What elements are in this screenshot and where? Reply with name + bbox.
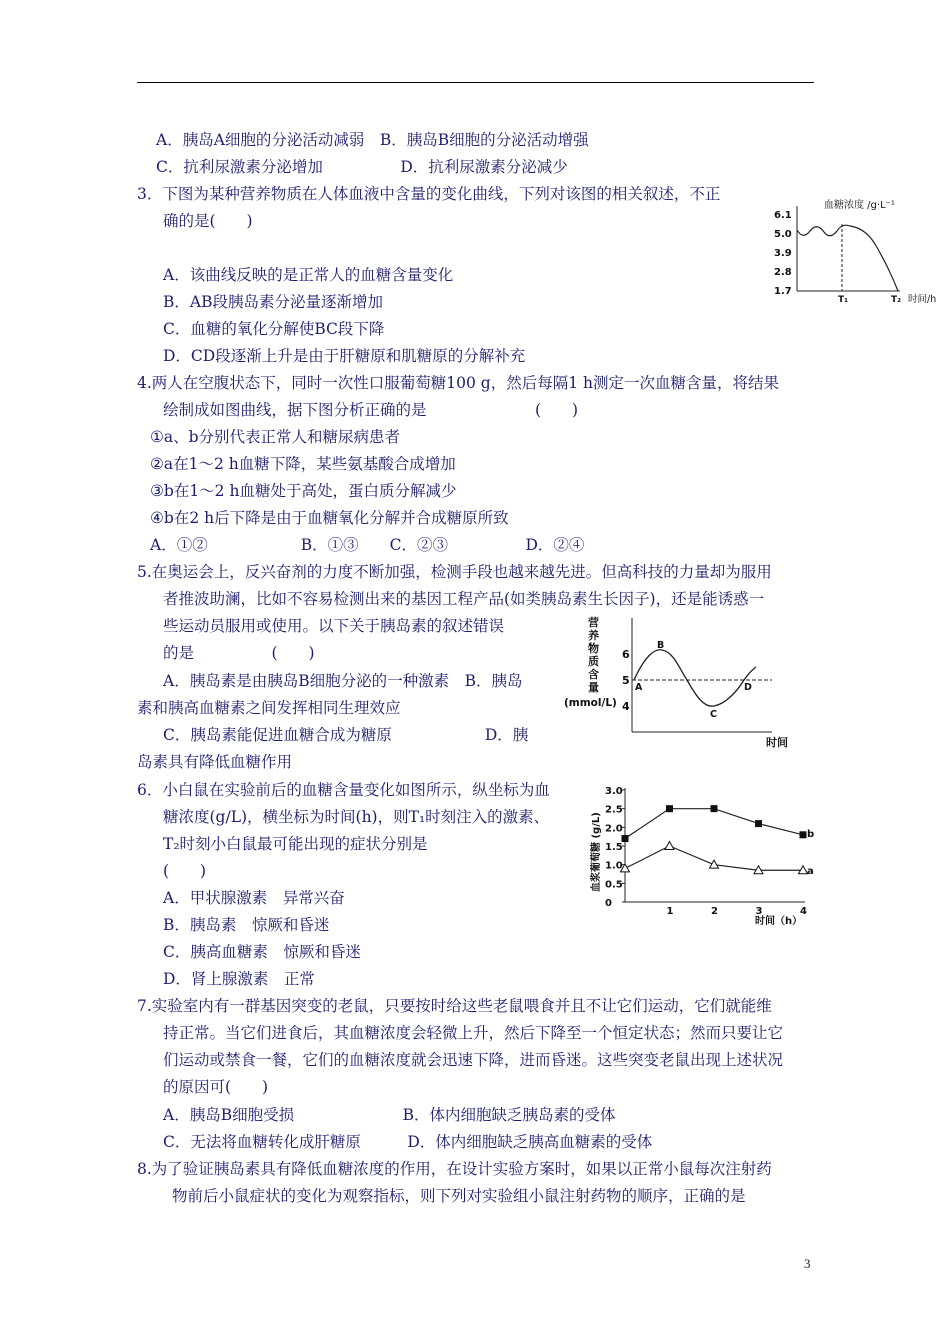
q5-stem-cont2: 些运动员服用或使用。以下关于胰岛素的叙述错误 [163,617,505,635]
q3-option-a: A．该曲线反映的是正常人的血糖含量变化 [163,266,454,284]
figure-q3-blood-glucose [770,196,948,306]
fig3-ytick: 2.5 [605,804,623,816]
q4-statement-3: ③b在1～2 h血糖处于高处，蛋白质分解减少 [150,482,457,500]
fig1-ytick-3.9: 3.9 [774,248,792,259]
fig2-ytick-4: 4 [622,700,630,713]
q6-option-c: C．胰高血糖素 惊厥和昏迷 [163,943,361,961]
q7-stem-cont2: 们运动或禁食一餐，它们的血糖浓度就会迅速下降，进而昏迷。这些突变老鼠出现上述状况 [163,1051,784,1069]
fig2-ylabel-2: 养 [588,629,599,642]
q4-statement-4: ④b在2 h后下降是由于血糖氧化分解并合成糖原所致 [150,509,509,527]
q7-stem-cont3: 的原因可( ) [163,1078,269,1096]
figure-q5-nutrient [562,612,788,752]
q6-option-b: B．胰岛素 惊厥和昏迷 [163,916,330,934]
fig2-point-b: B [657,640,665,651]
fig3-ytick: 2.0 [605,823,623,835]
q4-options: A．①② B．①③ C．②③ D．②④ [150,536,585,554]
fig1-title: 血糖浓度 /g·L⁻¹ [824,200,895,211]
q4-statement-2: ②a在1～2 h血糖下降，某些氨基酸合成增加 [150,455,456,473]
fig3-series-b-point [711,805,718,812]
header-rule [137,82,814,83]
q5-stem: 5.在奥运会上，反兴奋剂的力度不断加强，检测手段也越来越先进。但高科技的力量却为服用 [137,563,772,581]
fig1-ytick-1.7: 1.7 [774,286,792,297]
fig3-series-b-point [666,805,673,812]
fig2-ylabel-5: 含 [588,668,599,681]
fig3-series-a-label: a [807,866,814,877]
fig2-ylabel-4: 质 [588,655,599,668]
q2-options-cd: C．抗利尿激素分泌增加 D．抗利尿激素分泌减少 [156,158,568,176]
fig3-series-b-point [800,831,807,838]
q6-stem-cont3: ( ) [163,862,207,880]
fig3-series-a-point [710,860,719,868]
fig1-ytick-6.1: 6.1 [774,210,792,221]
fig3-ytick: 1.0 [605,860,623,872]
fig2-point-a: A [635,682,643,693]
q8-stem: 8.为了验证胰岛素具有降低血糖浓度的作用，在设计实验方案时，如果以正常小鼠每次注射药 [137,1160,772,1178]
q4-statement-1: ①a、b分别代表正常人和糖尿病患者 [150,428,401,446]
q3-option-d: D．CD段逐渐上升是由于肝糖原和肌糖原的分解补充 [163,347,526,365]
fig3-xtick: 3 [755,906,763,917]
q6-option-a: A．甲状腺激素 异常兴奋 [163,889,345,907]
fig2-ylabel-unit: (mmol/L) [564,697,617,709]
fig2-ylabel-1: 营 [588,616,599,629]
fig3-ytick: 0 [605,898,612,909]
q2-options-ab: A．胰岛A细胞的分泌活动减弱 B．胰岛B细胞的分泌活动增强 [156,131,589,149]
q5-option-ab: A．胰岛素是由胰岛B细胞分泌的一种激素 B．胰岛 [163,672,523,690]
fig1-ytick-5.0: 5.0 [774,229,792,240]
q7-options-cd: C．无法将血糖转化成肝糖原 D．体内细胞缺乏胰高血糖素的受体 [163,1133,653,1151]
q6-stem-cont1: 糖浓度(g/L)，横坐标为时间(h)，则T₁时刻注入的激素、 [163,808,550,826]
fig3-series-a-point [665,842,674,850]
q5-option-b-cont: 素和胰高血糖素之间发挥相同生理效应 [137,699,401,717]
fig3-xtick: 2 [711,906,718,917]
fig2-curve [634,650,756,706]
q3-option-c: C．血糖的氧化分解使BC段下降 [163,320,385,338]
fig3-ytick: 3.0 [605,786,623,797]
fig2-point-c: C [710,709,717,720]
q4-stem: 4.两人在空腹状态下，同时一次性口服葡萄糖100 g，然后每隔1 h测定一次血糖含量，将结果 [137,374,779,392]
fig1-xlabel: 时间/h [908,294,937,305]
q5-stem-cont3: 的是 ( ) [163,644,315,662]
fig3-xtick: 1 [666,906,674,917]
q7-stem-cont1: 持正常。当它们进食后，其血糖浓度会轻微上升，然后下降至一个恒定状态；然而只要让它 [163,1024,784,1042]
fig3-xtick: 4 [800,906,807,917]
fig2-point-d: D [744,682,752,693]
fig3-series-b-label: b [807,829,815,840]
fig3-series-b-line [625,809,803,839]
q4-stem-cont: 绘制成如图曲线，据下图分析正确的是 ( ) [163,401,579,419]
fig1-xtick-t2: T₂ [891,295,902,305]
fig2-ytick-5: 5 [622,674,630,687]
fig1-curve [797,225,898,291]
q5-option-d-cont: 岛素具有降低血糖作用 [137,753,293,771]
figure-q6-plasma-glucose [585,780,825,930]
fig2-xlabel: 时间 [766,736,788,749]
fig1-xtick-t1: T₁ [838,295,849,305]
fig2-ylabel-6: 量 [588,681,599,694]
fig2-ylabel-3: 物 [588,642,599,655]
fig3-ytick: 0.5 [605,879,623,891]
q6-stem-cont2: T₂时刻小白鼠最可能出现的症状分别是 [163,835,428,853]
q5-stem-cont1: 者推波助澜，比如不容易检测出来的基因工程产品(如类胰岛素生长因子)，还是能诱惑一 [163,590,765,608]
q6-stem: 6．小白鼠在实验前后的血糖含量变化如图所示，纵坐标为血 [137,781,550,799]
fig3-ytick: 1.5 [605,842,623,853]
q3-option-b: B．AB段胰岛素分泌量逐渐增加 [163,293,383,311]
fig1-ytick-2.8: 2.8 [774,267,792,278]
q7-stem: 7.实验室内有一群基因突变的老鼠，只要按时给这些老鼠喂食并且不让它们运动，它们就能维 [137,997,772,1015]
q7-options-ab: A．胰岛B细胞受损 B．体内细胞缺乏胰岛素的受体 [163,1106,616,1124]
q5-option-cd: C．胰岛素能促进血糖合成为糖原 D．胰 [163,726,529,744]
page-number: 3 [804,1256,811,1271]
q3-stem: 3．下图为某种营养物质在人体血液中含量的变化曲线，下列对该图的相关叙述，不正 [137,185,721,203]
fig3-ylabel: 血浆葡萄糖 (g/L) [591,812,602,892]
fig3-series-b-point [622,835,629,842]
q8-stem-cont: 物前后小鼠症状的变化为观察指标，则下列对实验组小鼠注射药物的顺序，正确的是 [172,1187,746,1205]
fig2-ytick-6: 6 [622,648,630,661]
fig3-xlabel: 时间（h） [755,916,803,927]
q6-option-d: D．肾上腺激素 正常 [163,970,315,988]
fig3-series-b-point [755,820,762,827]
q3-stem-cont: 确的是( ) [163,212,253,230]
